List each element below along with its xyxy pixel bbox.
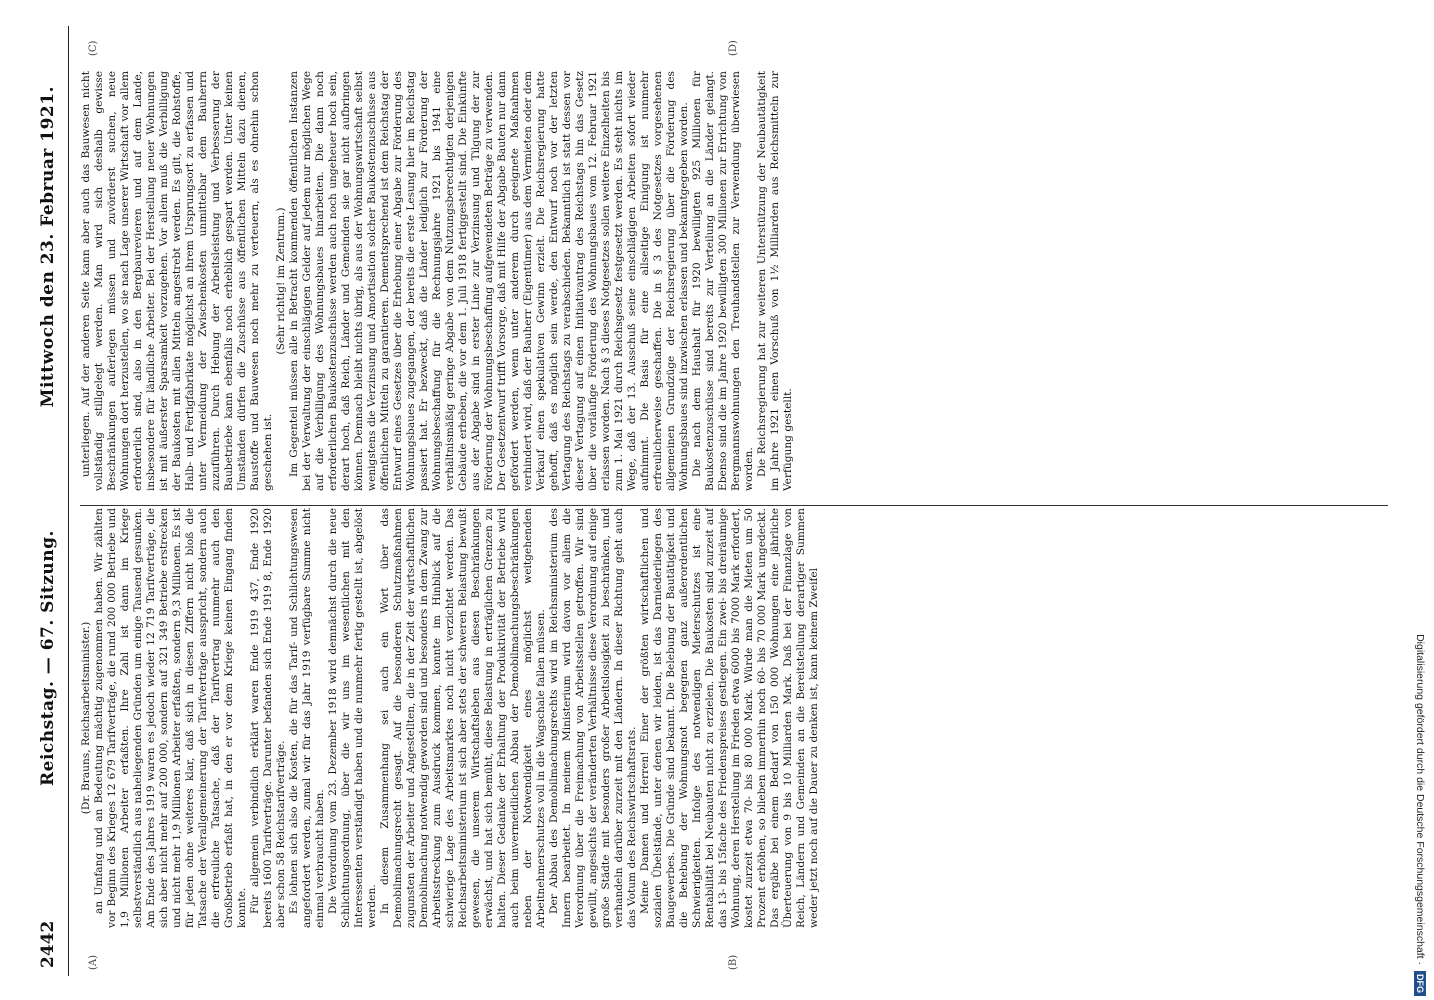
- paragraph: an Umfang und an Bedeutung mächtig zugenommen haben. Wir zählten vor Beginn des Krieges 12 679 Tarifverträge, die rund 200 000 Betriebe und 1,9 Millionen Arbeiter erfaßten. Ihre Zahl ist dann im Kriege selbstverständlich aus naheliegenden Gründen um einige Tausend gesunken. Am Ende des Jahres 1919 waren es jedoch wieder 12 719 Tarifverträge, die sich aber nicht mehr auf 200 000, sondern auf 321 349 Betriebe erstrecken und nicht mehr 1,9 Millionen Arbeiter erfaßten, sondern 9,3 Millionen. Es ist für jeden ohne weiteres klar, daß sich in diesen Ziffern nicht bloß die Tatsache der Verallgemeinerung der Tarifverträge ausspricht, sondern auch die erfreuliche Tatsache, daß der Tarifvertrag nunmehr auch den Großbetrieb erfaßt hat, in den er vor dem Kriege keinen Eingang finden konnte.: [93, 508, 248, 928]
- column-divider: [80, 505, 1388, 506]
- page-header: [28, 26, 72, 976]
- header-rule: [68, 26, 69, 976]
- margin-marker-c: (C): [88, 40, 99, 56]
- margin-marker-a: (A): [88, 954, 99, 970]
- digitization-credit: [1408, 4, 1432, 996]
- page-number: 2442: [38, 920, 58, 968]
- paragraph: Die Reichsregierung hat zur weiteren Unterstützung der Neubautätigkeit im Jahre 1921 einen Vorschuß von 1½ Milliarden aus Reichsmitteln zur Verfügung gestellt.: [756, 71, 794, 491]
- paragraph: Der Abbau des Demobilmachungsrechts wird im Reichsministerium des Innern bearbeitet. In meinem Ministerium wird davon vor allem die Verordnung über die Freimachung von Arbeitsstellen getroffen. Wir sind gewillt, angesichts der veränderten Verhältnisse diese Verordnung auf einige große Städte mit besonders großer Arbeitslosigkeit zu beschränken, und verhandeln darüber zurzeit mit den Ländern. In dieser Richtung geht auch das Votum des Reichswirtschaftsrats.: [548, 508, 638, 928]
- paragraph: Meine Damen und Herren! Einer der größten wirtschaftlichen und sozialen Übelstände, unter denen wir leiden, ist das Darniederliegen des Baugewerbes. Die Gründe sind bekannt. Die Belebung der Bautätigkeit und die Behebung der Wohnungsnot begegnen ganz außerordentlichen Schwierigkeiten. Infolge des notwendigen Mieterschutzes ist eine Rentabilität bei Neubauten nicht zu erzielen. Die Baukosten sind zurzeit auf das 13- bis 15fache des Friedenspreises gestiegen. Ein zwei- bis dreiräumige Wohnung, deren Herstellung im Frieden etwa 6000 bis 7000 Mark erfordert, kostet zurzeit etwa 70- bis 80 000 Mark. Würde man die Mieten um 50 Prozent erhöhen, so blieben immerhin noch 60- bis 70 000 Mark ungedeckt. Das ergäbe bei einem Bedarf von 150 000 Wohnungen eine jährliche Überteuerung von 9 bis 10 Milliarden Mark. Daß bei der Finanzlage von Reich, Ländern und Gemeinden an die Bereitstellung derartiger Summen weder jetzt noch auf die Dauer zu denken ist, kann keinem Zweifel: [639, 508, 820, 928]
- header-left-title: Reichstag. — 67. Sitzung.: [38, 530, 58, 786]
- paragraph: unterliegen. Auf der anderen Seite kann aber auch das Bauwesen nicht vollständig stillgelegt werden. Man wird sich deshalb gewisse Beschränkungen auferlegen müssen und zuvörderst suchen, neue Wohnungen dort herzustellen, wo sie nach Lage unserer Wirtschaft vor allem erforderlich sind, also in den Bergbaurevieren und auf dem Lande, insbesondere für ländliche Arbeiter. Bei der Herstellung neuer Wohnungen ist mit äußerster Sparsamkeit vorzugehen. Vor allem muß die Verbilligung der Baukosten mit allen Mitteln angestrebt werden. Es gilt, die Rohstoffe, Halb- und Fertigfabrikate möglichst an ihrem Ursprungsort zu erfassen und unter Vermeidung der Zwischenkosten unmittelbar dem Bauherrn zuzuführen. Durch Hebung der Arbeitsleistung und Verbesserung der Baubetriebe kann ebenfalls noch erheblich gespart werden. Unter keinen Umständen dürfen die Zuschüsse aus öffentlichen Mitteln dazu dienen, Baustoffe und Bauwesen noch mehr zu verteuern, als es ohnehin schon geschehen ist.: [80, 71, 274, 491]
- interjection: (Sehr richtig! im Zentrum.): [275, 207, 287, 355]
- paragraph: Die Verordnung vom 23. Dezember 1918 wird demnächst durch die neue Schlichtungsordnung, über die wir uns im wesentlichen mit den Interessenten verständigt haben und die nunmehr fertig gestellt ist, abgelöst werden.: [327, 508, 378, 928]
- credit-text: Digitalisierung gefördert durch die Deutsche Forschungsgemeinschaft ·: [1414, 634, 1426, 965]
- right-column: [80, 71, 1388, 491]
- left-column: [80, 508, 1388, 928]
- paragraph: Es lohnen sich also die Kosten, die für das Tarif- und Schlichtungswesen angefordert werden, zumal wir für das Jahr 1919 verfügbare Summe nicht einmal verbraucht haben.: [288, 508, 326, 928]
- paragraph: Die nach dem Haushalt für 1920 bewilligten 925 Millionen für Baukostenzuschüsse sind bereits zur Verteilung an die Länder gelangt. Ebenso sind die im Jahre 1920 bewilligten 300 Millionen zur Errichtung von Bergmannswohnungen den Treuhandstellen zur Verwendung überwiesen worden.: [691, 71, 755, 491]
- margin-marker-d: (D): [728, 40, 739, 56]
- speaker-line: (Dr. Brauns, Reichsarbeitsminister.): [80, 621, 92, 815]
- paragraph: In diesem Zusammenhang sei auch ein Wort über das Demobilmachungsrecht gesagt. Auf die besonderen Schutzmaßnahmen zugunsten der Arbeiter und Angestellten, die in der Zeit der wirtschaftlichen Demobilmachung notwendig geworden sind und besonders in dem Zwang zur Arbeitsstreckung zum Ausdruck kommen, konnte im Hinblick auf die schwierige Lage des Arbeitsmarktes noch nicht verzichtet werden. Das Reichsarbeitsministerium ist sich aber stets der schweren Belastung bewußt gewesen, die unserem Wirtschaftsleben aus diesen Beschränkungen erwächst, und hat sich bemüht, diese Belastung in erträglichen Grenzen zu halten. Dieser Gedanke der Erhaltung der Produktivität der Betriebe wird auch beim unvermeidlichen Abbau der Demobilmachungsbeschränkungen neben der Notwendigkeit eines möglichst weitgehenden Arbeitnehmerschutzes voll in die Wagschale fallen müssen.: [379, 508, 547, 928]
- margin-marker-b: (B): [728, 954, 739, 970]
- header-right-date: Mittwoch den 23. Februar 1921.: [38, 86, 58, 408]
- newspaper-page: [28, 26, 1408, 976]
- dfg-logo: DFG: [1414, 971, 1426, 996]
- paragraph: Im Gegenteil müssen alle in Betracht kommenden öffentlichen Instanzen bei der Verwaltung der einschlägigen Gelder auf jedem nur möglichen Wege auf die Verbilligung des Wohnungsbaues hinarbeiten. Die dann noch erforderlichen Baukostenzuschüsse werden auch noch ungeheuer hoch sein, derart hoch, daß Reich, Länder und Gemeinden sie gar nicht aufbringen können. Demnach bleibt nichts übrig, als aus der Wohnungswirtschaft selbst wenigstens die Verzinsung und Amortisation solcher Baukostenzuschüsse aus öffentlichen Mitteln zu garantieren. Dementsprechend ist dem Reichstag der Entwurf eines Gesetzes über die Erhebung einer Abgabe zur Förderung des Wohnungsbaues zugegangen, der bereits die erste Lesung hier im Reichstag passiert hat. Er bezweckt, daß die Länder lediglich zur Förderung der Wohnungsbeschaffung für die Rechnungsjahre 1921 bis 1941 eine verhältnismäßig geringe Abgabe von dem Nutzungsberechtigten derjenigen Gebäude erheben, die vor dem 1. Juli 1918 fertiggestellt sind. Die Einkünfte aus der Abgabe sind in erster Linie zur Verzinsung und Tilgung der zur Förderung der Wohnungsbeschaffung aufgewendeten Beträge zu verwenden. Der Gesetzentwurf trifft Vorsorge, daß mit Hilfe der Abgabe Bauten nur dann gefördert werden, wenn unter anderem durch geeignete Maßnahmen verhindert wird, daß der Bauherr (Eigentümer) aus dem Vermieten oder dem Verkauf einen spekulativen Gewinn erzielt. Die Reichsregierung hatte gehofft, daß es möglich sein werde, den Entwurf noch vor der letzten Vertagung des Reichstags zu verabschieden. Bekanntlich ist statt dessen vor dieser Vertagung auf einen Initiativantrag des Reichstags hin das Gesetz über die vorläufige Förderung des Wohnungsbaues vom 12. Februar 1921 erlassen worden. Nach § 3 dieses Notgesetzes sollen weitere Einzelheiten bis zum 1. Mai 1921 durch Reichsgesetz festgesetzt werden. Es steht nichts im Wege, daß der 13. Ausschuß seine einschlägigen Arbeiten sofort wieder aufnimmt. Die Basis für eine allseitige Einigung ist nunmehr erfreulicherweise geschaffen. Die in § 3 des Notgesetzes vorgesehenen allgemeinen Grundzüge der Reichsregierung über die Förderung des Wohnungsbaues sind inzwischen erlassen und bekanntgegeben worden.: [288, 71, 690, 491]
- paragraph: Für allgemein verbindlich erklärt waren Ende 1919 437, Ende 1920 bereits 1600 Tarifverträge. Darunter befanden sich Ende 1919 8, Ende 1920 aber schon 58 Reichstarifverträge.: [249, 508, 287, 928]
